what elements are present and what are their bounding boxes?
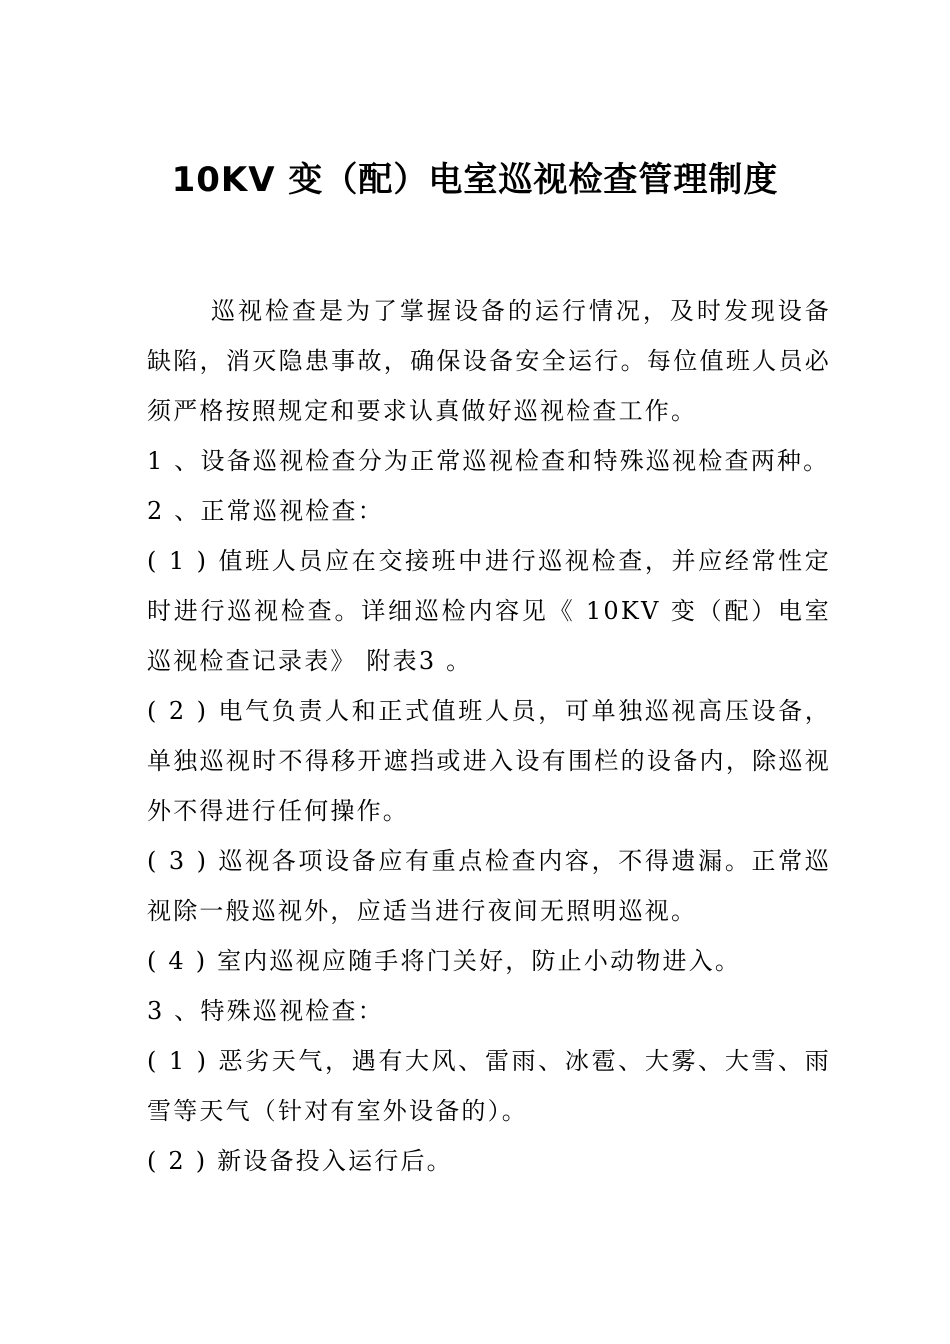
document-title: 10KV 变（配）电室巡视检查管理制度 xyxy=(171,160,779,200)
clause-3-item-1: ( 1 ) 恶劣天气，遇有大风、雷雨、冰雹、大雾、大雪、雨雪等天气（针对有室外设备的）。 xyxy=(147,1047,831,1125)
clause-3-item-2: ( 2 ) 新设备投入运行后。 xyxy=(147,1147,453,1175)
intro-paragraph: 巡视检查是为了掌握设备的运行情况，及时发现设备缺陷，消灭隐患事故，确保设备安全运行。每位值班人员必须严格按照规定和要求认真做好巡视检查工作。 xyxy=(147,297,831,425)
clause-2-item-1: ( 1 ) 值班人员应在交接班中进行巡视检查，并应经常性定时进行巡视检查。详细巡检内容见《 10KV 变（配）电室巡视检查记录表》 附表3 。 xyxy=(147,547,831,675)
document-body xyxy=(147,286,831,1186)
clause-2-item-3: ( 3 ) 巡视各项设备应有重点检查内容，不得遗漏。正常巡视除一般巡视外，应适当进行夜间无照明巡视。 xyxy=(147,847,831,925)
clause-1: 1 、设备巡视检查分为正常巡视检查和特殊巡视检查两种。 xyxy=(147,447,830,475)
clause-3-heading: 3 、特殊巡视检查： xyxy=(147,997,384,1025)
clause-2-heading: 2 、正常巡视检查： xyxy=(147,497,384,525)
clause-2-item-4: ( 4 ) 室内巡视应随手将门关好，防止小动物进入。 xyxy=(147,947,742,975)
clause-2-item-2: ( 2 ) 电气负责人和正式值班人员，可单独巡视高压设备，单独巡视时不得移开遮挡或进入设有围栏的设备内，除巡视外不得进行任何操作。 xyxy=(147,697,831,825)
